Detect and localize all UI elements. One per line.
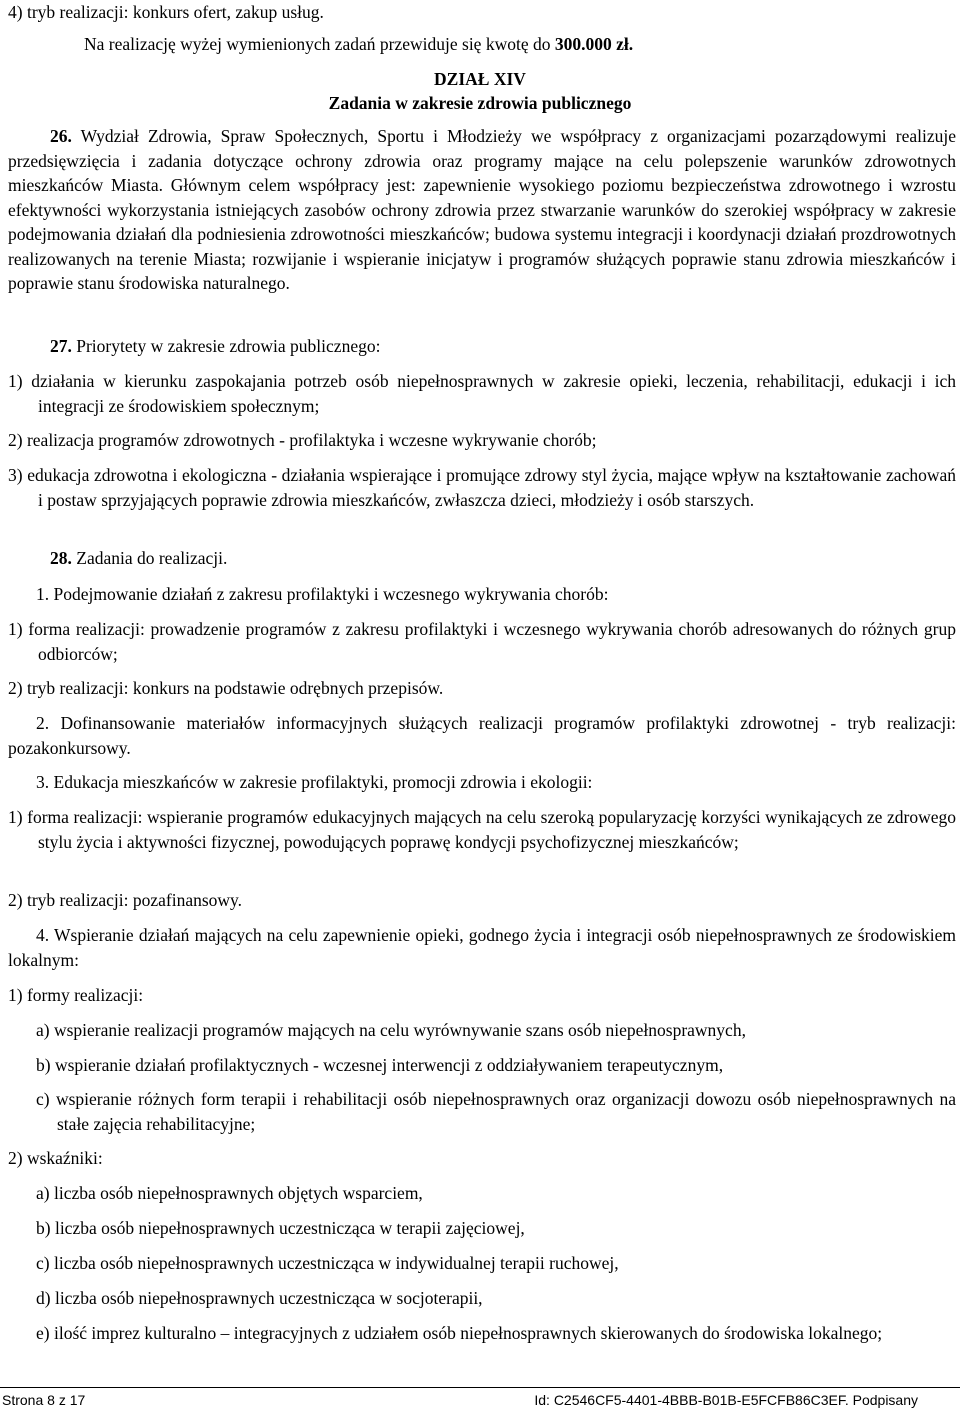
task-4-item-2d: d) liczba osób niepełnosprawnych uczestnicząca w socjoterapii, <box>36 1288 483 1308</box>
footer-page-number: Strona 8 z 17 <box>2 1392 86 1408</box>
paragraph-26-text: Wydział Zdrowia, Spraw Społecznych, Sportu i Młodzieży we współpracy z organizacjami pozarządowymi realizuje przedsięwzięcia i zadania dotyczące ochrony zdrowia oraz programy mające na celu polepszenie warunków zdrowotnych mieszkańców Miasta. Głównym celem współpracy jest: zapewnienie wysokiego poziomu bezpieczeństwa zdrowotnego i wzrostu efektywności wykorzystania istniejących zasobów ochrony zdrowia przez stwarzanie warunków do szerokiej współpracy w zakresie podejmowania działań dla podniesienia zdrowotności mieszkańców; budowa systemu integracji i koordynacji działań prozdrowotnych realizowanych na terenie Miasta; rozwijanie i wspieranie inicjatyw i programów służących poprawie stanu zdrowia mieszkańców i poprawie stanu środowiska naturalnego. <box>8 126 956 293</box>
task-1-title: 1. Podejmowanie działań z zakresu profilaktyki i wczesnego wykrywania chorób: <box>36 584 609 604</box>
task-4-item-2b: b) liczba osób niepełnosprawnych uczestnicząca w terapii zajęciowej, <box>36 1218 525 1238</box>
task-4-item-1c: c) wspieranie różnych form terapii i rehabilitacji osób niepełnosprawnych oraz organizacji dowozu osób niepełnosprawnych na stałe zajęcia rehabilitacyjne; <box>36 1089 956 1134</box>
list-item-27-3: 3) edukacja zdrowotna i ekologiczna - działania wspierające i promujące zdrowy styl życia, mające wpływ na kształtowanie zachowań i postaw sprzyjających poprawie zdrowia mieszkańców, zwłaszcza dzieci, młodzieży i osób starszych. <box>8 465 956 510</box>
list-item-27-1: 1) działania w kierunku zaspokajania potrzeb osób niepełnosprawnych w zakresie opieki, leczenia, rehabilitacji, edukacji i ich integracji ze środowiskiem społecznym; <box>8 371 956 416</box>
paragraph-27-text: Priorytety w zakresie zdrowia publicznego: <box>76 336 381 356</box>
paragraph-kwota <box>84 32 956 57</box>
section-number-26: 26. <box>50 126 72 146</box>
task-1-item-2: 2) tryb realizacji: konkurs na podstawie odrębnych przepisów. <box>8 678 444 698</box>
paragraph-28 <box>50 546 956 571</box>
task-4-item-2a: a) liczba osób niepełnosprawnych objętych wsparciem, <box>36 1183 423 1203</box>
task-3-title: 3. Edukacja mieszkańców w zakresie profilaktyki, promocji zdrowia i ekologii: <box>36 772 593 792</box>
list-item-27-2: 2) realizacja programów zdrowotnych - profilaktyka i wczesne wykrywanie chorób; <box>8 430 597 450</box>
task-4-title: 4. Wspieranie działań mających na celu zapewnienie opieki, godnego życia i integracji osób niepełnosprawnych ze środowiskiem lokalnym: <box>8 925 956 970</box>
paragraph-26 <box>8 124 956 296</box>
task-2: 2. Dofinansowanie materiałów informacyjnych służących realizacji programów profilaktyki zdrowotnej - tryb realizacji: pozakonkursowy. <box>8 713 956 758</box>
task-4-item-1a: a) wspieranie realizacji programów mających na celu wyrównywanie szans osób niepełnosprawnych, <box>36 1020 746 1040</box>
footer-divider <box>0 1387 960 1388</box>
task-4-item-1b: b) wspieranie działań profilaktycznych - wczesnej interwencji z oddziaływaniem terapeutycznym, <box>36 1055 724 1075</box>
task-4-item-2: 2) wskaźniki: <box>8 1148 103 1168</box>
task-1-item-1: 1) forma realizacji: prowadzenie programów z zakresu profilaktyki i wczesnego wykrywania chorób adresowanych do różnych grup odbiorców; <box>8 619 956 664</box>
paragraph-27 <box>50 334 956 359</box>
section-number-27: 27. <box>50 336 72 356</box>
task-3-item-1: 1) forma realizacji: wspieranie programów edukacyjnych mających na celu szeroką popularyzację korzyści wynikających ze zdrowego stylu życia i aktywności fizycznej, powodujących poprawę kondycji psychofizycznej mieszkańców; <box>8 807 956 852</box>
section-heading-dzial: DZIAŁ XIV <box>434 69 526 89</box>
task-4-item-2e: e) ilość imprez kulturalno – integracyjnych z udziałem osób niepełnosprawnych skierowanych do środowiska lokalnego; <box>36 1323 883 1343</box>
paragraph-28-text: Zadania do realizacji. <box>76 548 228 568</box>
task-4-item-2c: c) liczba osób niepełnosprawnych uczestnicząca w indywidualnej terapii ruchowej, <box>36 1253 619 1273</box>
section-number-28: 28. <box>50 548 72 568</box>
kwota-text: Na realizację wyżej wymienionych zadań przewiduje się kwotę do <box>84 34 555 54</box>
task-4-item-1: 1) formy realizacji: <box>8 985 144 1005</box>
section-heading-title: Zadania w zakresie zdrowia publicznego <box>328 93 632 113</box>
task-3-item-2: 2) tryb realizacji: pozafinansowy. <box>8 890 243 910</box>
footer-document-id: Id: C2546CF5-4401-4BBB-B01B-E5FCFB86C3EF. Podpisany <box>534 1392 918 1408</box>
kwota-amount: 300.000 zł. <box>554 34 634 54</box>
paragraph-tryb-konkurs: 4) tryb realizacji: konkurs ofert, zakup usług. <box>8 2 324 22</box>
